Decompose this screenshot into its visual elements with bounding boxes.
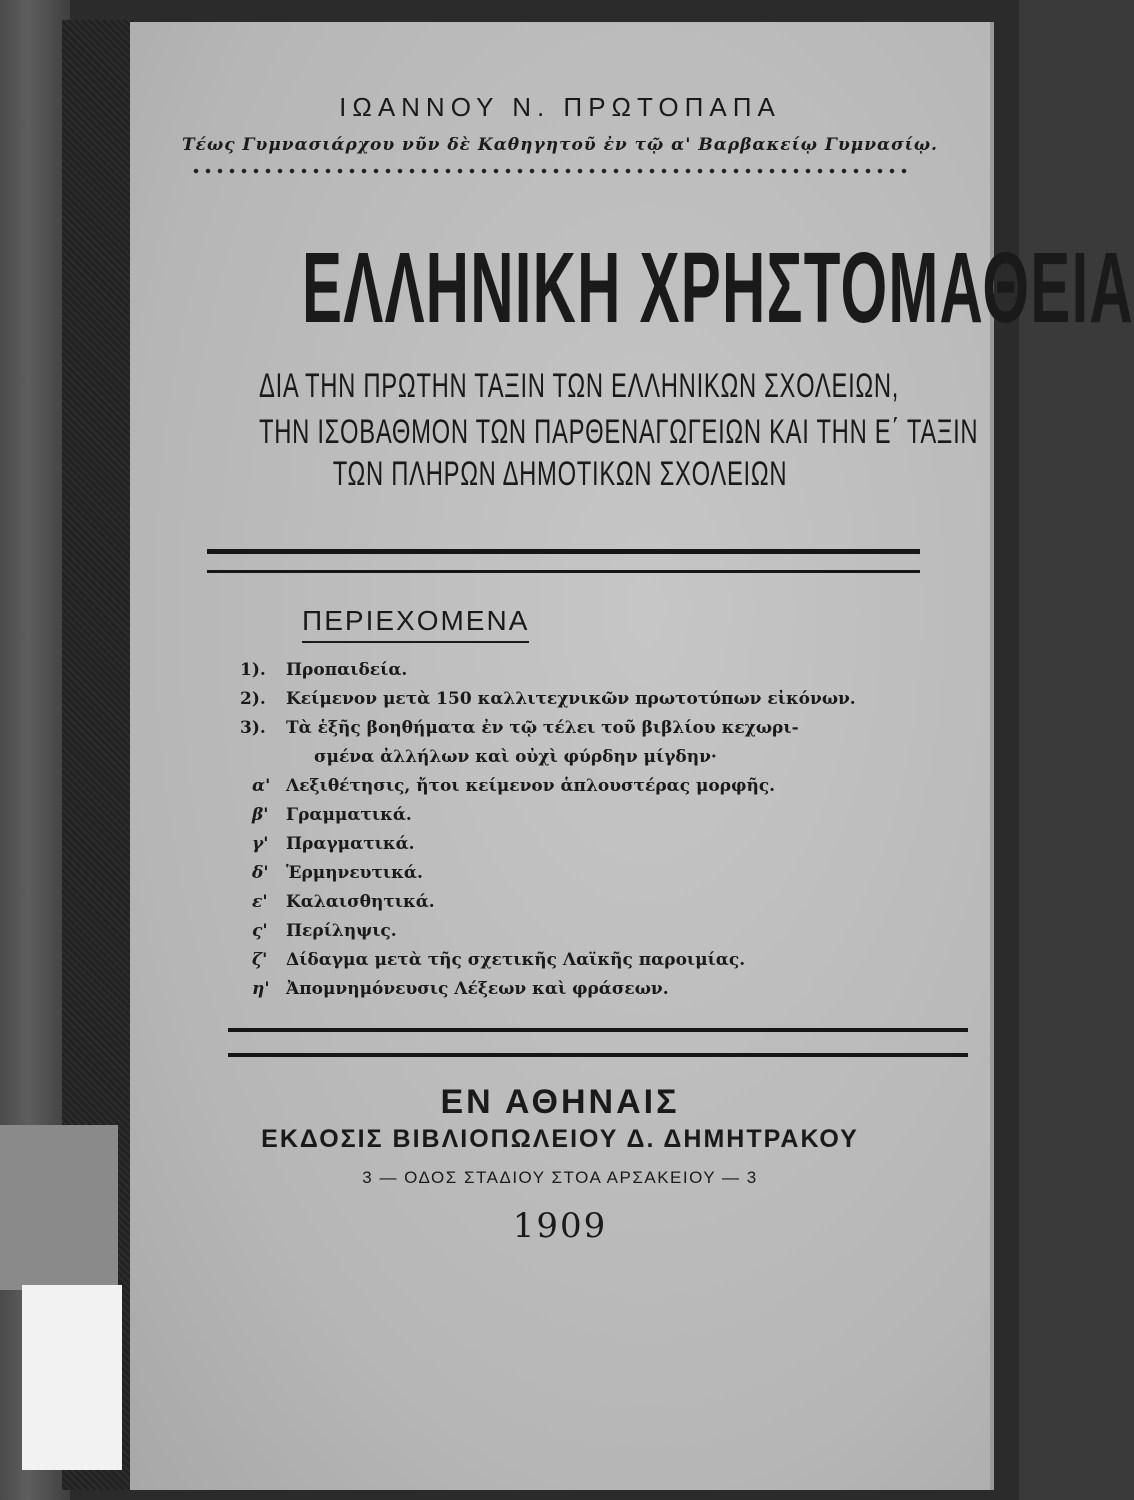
item-marker: ε' (252, 892, 268, 912)
item-text: Γραμματικά. (286, 805, 412, 825)
item-marker: 1). (240, 660, 266, 680)
item-text: Ἑρμηνευτικά. (286, 863, 423, 883)
library-label-gray (0, 1125, 118, 1290)
subtitle-line-3: ΤΩΝ ΠΛΗΡΩΝ ΔΗΜΟΤΙΚΩΝ ΣΧΟΛΕΙΩΝ (332, 455, 788, 493)
list-item (240, 747, 960, 776)
item-marker: ς' (252, 921, 268, 941)
list-item (240, 979, 960, 1008)
divider-rule (228, 1053, 968, 1057)
subtitle-line-1: ΔΙΑ ΤΗΝ ΠΡΩΤΗΝ ΤΑΞΙΝ ΤΩΝ ΕΛΛΗΝΙΚΩΝ ΣΧΟΛΕΙΩΝ, (259, 367, 900, 405)
book-title: ΕΛΛΗΝΙΚΗ ΧΡΗΣΤΟΜΑΘΕΙΑ (302, 232, 1134, 344)
item-text: Περίληψις. (286, 921, 397, 941)
list-item (240, 805, 960, 834)
item-text: σμένα ἀλλήλων καὶ οὐχὶ φύρδην μίγδην· (314, 747, 717, 767)
list-item (240, 921, 960, 950)
item-text: Δίδαγμα μετὰ τῆς σχετικῆς Λαϊκῆς παροιμίας. (286, 950, 746, 970)
item-marker: δ' (252, 863, 269, 883)
item-text: Καλαισθητικά. (286, 892, 435, 912)
dotted-divider (190, 167, 910, 175)
author-title: Τέως Γυμνασιάρχου νῦν δὲ Καθηγητοῦ ἐν τῷ α' Βαρβακείῳ Γυμνασίῳ. (182, 135, 938, 155)
list-item (240, 950, 960, 979)
item-marker: α' (252, 776, 271, 796)
publisher-name: ΕΚΔΟΣΙΣ ΒΙΒΛΙΟΠΩΛΕΙΟΥ Δ. ΔΗΜΗΤΡΑΚΟΥ (261, 1125, 859, 1153)
divider-rule (207, 570, 920, 573)
list-item (240, 660, 960, 689)
divider-rule (228, 1028, 968, 1032)
publication-year: 1909 (512, 1206, 608, 1246)
item-text: Προπαιδεία. (286, 660, 408, 680)
item-marker: ζ' (252, 950, 268, 970)
contents-heading: ΠΕΡΙΕΧΟΜΕΝΑ (302, 605, 529, 643)
publisher-address: 3 — ΟΔΟΣ ΣΤΑΔΙΟΥ ΣΤΟΑ ΑΡΣΑΚΕΙΟΥ — 3 (362, 1168, 758, 1187)
item-text: Κείμενον μετὰ 150 καλλιτεχνικῶν πρωτοτύπων εἰκόνων. (286, 689, 856, 709)
library-label-white (22, 1285, 122, 1470)
item-text: Τὰ ἑξῆς βοηθήματα ἐν τῷ τέλει τοῦ βιβλίου κεχωρι- (286, 718, 799, 738)
divider-rule (207, 549, 920, 554)
item-marker: η' (252, 979, 270, 999)
list-item (240, 834, 960, 863)
item-marker: 2). (240, 689, 266, 709)
list-item (240, 776, 960, 805)
item-marker: 3). (240, 718, 266, 738)
item-text: Ἀπομνημόνευσις Λέξεων καὶ φράσεων. (286, 979, 669, 999)
item-marker: β' (252, 805, 269, 825)
list-item (240, 863, 960, 892)
list-item (240, 892, 960, 921)
item-text: Λεξιθέτησις, ἤτοι κείμενον ἁπλουστέρας μορφῆς. (286, 776, 776, 796)
item-marker: γ' (252, 834, 269, 854)
list-item (240, 689, 960, 718)
item-text: Πραγματικά. (286, 834, 415, 854)
subtitle-line-2: ΤΗΝ ΙΣΟΒΑΘΜΟΝ ΤΩΝ ΠΑΡΘΕΝΑΓΩΓΕΙΩΝ ΚΑΙ ΤΗΝ Ε΄ ΤΑΞΙΝ (259, 413, 979, 451)
list-item (240, 718, 960, 747)
publication-place: ΕΝ ΑΘΗΝΑΙΣ (440, 1083, 680, 1121)
author-name: ΙΩΑΝΝΟΥ Ν. ΠΡΩΤΟΠΑΠΑ (339, 92, 781, 122)
contents-list (240, 660, 960, 1008)
